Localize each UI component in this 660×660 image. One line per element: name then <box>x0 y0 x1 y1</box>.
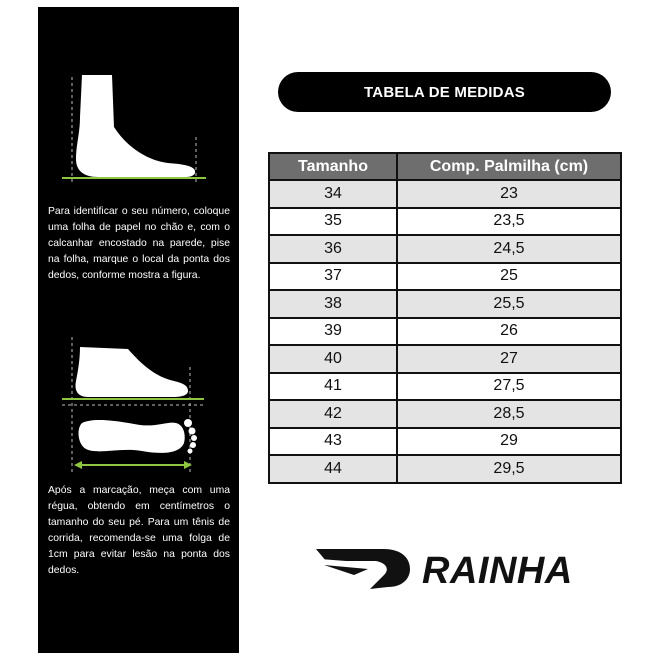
instruction-step-2: Após a marcação, meça com uma régua, obtendo em centímetros o tamanho do seu pé. Para um tênis de corrida, recomenda-se uma folga de 1cm para evitar lesão na ponta dos dedos. <box>48 485 230 577</box>
table-row <box>269 345 621 373</box>
measurement-arrow-icon <box>74 461 192 469</box>
length-cell: 27,5 <box>397 373 621 401</box>
length-cell: 25,5 <box>397 290 621 318</box>
length-cell: 26 <box>397 318 621 346</box>
length-cell: 24,5 <box>397 235 621 263</box>
table-row <box>269 373 621 401</box>
instructions-panel <box>38 7 239 653</box>
foot-side-icon <box>76 347 189 397</box>
column-header-insole-length: Comp. Palmilha (cm) <box>397 153 621 180</box>
foot-sole-icon <box>79 419 197 454</box>
size-table <box>268 152 622 484</box>
length-cell: 29 <box>397 428 621 456</box>
table-row <box>269 263 621 291</box>
foot-measure-figure <box>38 337 239 477</box>
table-row <box>269 180 621 208</box>
brand-logo <box>314 545 573 593</box>
length-cell: 25 <box>397 263 621 291</box>
table-header-row <box>269 153 621 180</box>
foot-side-icon <box>38 67 239 187</box>
size-cell: 36 <box>269 235 397 263</box>
table-row <box>269 235 621 263</box>
column-header-size: Tamanho <box>269 153 397 180</box>
table-row <box>269 318 621 346</box>
length-cell: 27 <box>397 345 621 373</box>
size-cell: 37 <box>269 263 397 291</box>
table-row <box>269 290 621 318</box>
length-cell: 23 <box>397 180 621 208</box>
size-cell: 34 <box>269 180 397 208</box>
page-title: TABELA DE MEDIDAS <box>278 72 611 112</box>
length-cell: 29,5 <box>397 455 621 483</box>
size-cell: 44 <box>269 455 397 483</box>
size-cell: 41 <box>269 373 397 401</box>
brand-name: RAINHA <box>422 550 573 592</box>
table-row <box>269 208 621 236</box>
table-row <box>269 455 621 483</box>
length-cell: 28,5 <box>397 400 621 428</box>
instruction-step-1: Para identificar o seu número, coloque uma folha de papel no chão e, com o calcanhar encostado na parede, pise na folha, marque o local da ponta dos dedos, conforme mostra a figura. <box>48 206 230 282</box>
table-row <box>269 428 621 456</box>
table-row <box>269 400 621 428</box>
size-cell: 43 <box>269 428 397 456</box>
length-cell: 23,5 <box>397 208 621 236</box>
size-cell: 40 <box>269 345 397 373</box>
size-cell: 39 <box>269 318 397 346</box>
size-cell: 42 <box>269 400 397 428</box>
size-cell: 38 <box>269 290 397 318</box>
foot-measure-svg <box>38 337 239 477</box>
size-cell: 35 <box>269 208 397 236</box>
foot-side-figure <box>38 67 239 187</box>
rainha-wing-logo <box>314 545 414 593</box>
